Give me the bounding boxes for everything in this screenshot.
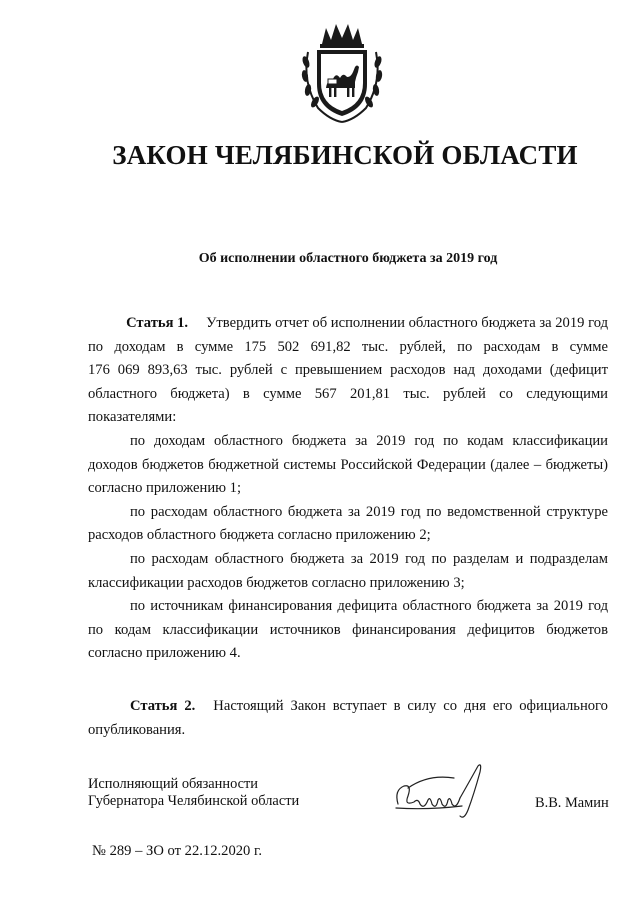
article-1-line-1: Утвердить отчет об исполнении областного бюджета за 2019 год [206, 315, 608, 331]
law-title: ЗАКОН ЧЕЛЯБИНСКОЙ ОБЛАСТИ [112, 140, 578, 170]
article-2-text: Настоящий Закон вступает в силу со дня его официального опубликования. [88, 697, 608, 738]
article-1-item: по расходам областного бюджета за 2019 год по разделам и подразделам классификации расходов бюджетов согласно приложению 3; [88, 550, 608, 591]
coat-of-arms-icon [300, 22, 384, 124]
signer-position-line-2: Губернатора Челябинской области [88, 793, 300, 809]
law-subtitle: Об исполнении областного бюджета за 2019 год [198, 251, 498, 266]
article-1-heading: Статья 1. [126, 315, 189, 331]
signature-icon [388, 760, 498, 822]
law-body [88, 312, 608, 742]
signer-position [88, 776, 299, 810]
article-1-item: по доходам областного бюджета за 2019 год по кодам классификации доходов бюджетов бюджетной системы Российской Федерации (далее – бюджеты) согласно приложению 1; [88, 432, 608, 497]
article-2-heading: Статья 2. [130, 697, 196, 714]
article-1-text: 176 069 893,63 тыс. рублей с превышением расходов над доходами (дефицит областного бюджета) в сумме 567 201,81 тыс. рублей со следующими показателями: [88, 362, 608, 426]
article-1-line-2: по доходам в сумме 175 502 691,82 тыс. рублей, по расходам в сумме [88, 338, 608, 355]
article-1-first-line [88, 312, 608, 336]
article-2 [88, 695, 608, 742]
article-1-item: по расходам областного бюджета за 2019 год по ведомственной структуре расходов областного бюджета согласно приложению 2; [88, 503, 608, 544]
signer-position-line-1: Исполняющий обязанности [88, 776, 259, 792]
article-1-item: по источникам финансирования дефицита областного бюджета за 2019 год по кодам классификации источников финансирования дефицитов бюджетов согласно приложению 4. [88, 598, 608, 662]
document-number: № 289 – ЗО от 22.12.2020 г. [92, 843, 262, 859]
signer-name: В.В. Мамин [535, 795, 609, 811]
